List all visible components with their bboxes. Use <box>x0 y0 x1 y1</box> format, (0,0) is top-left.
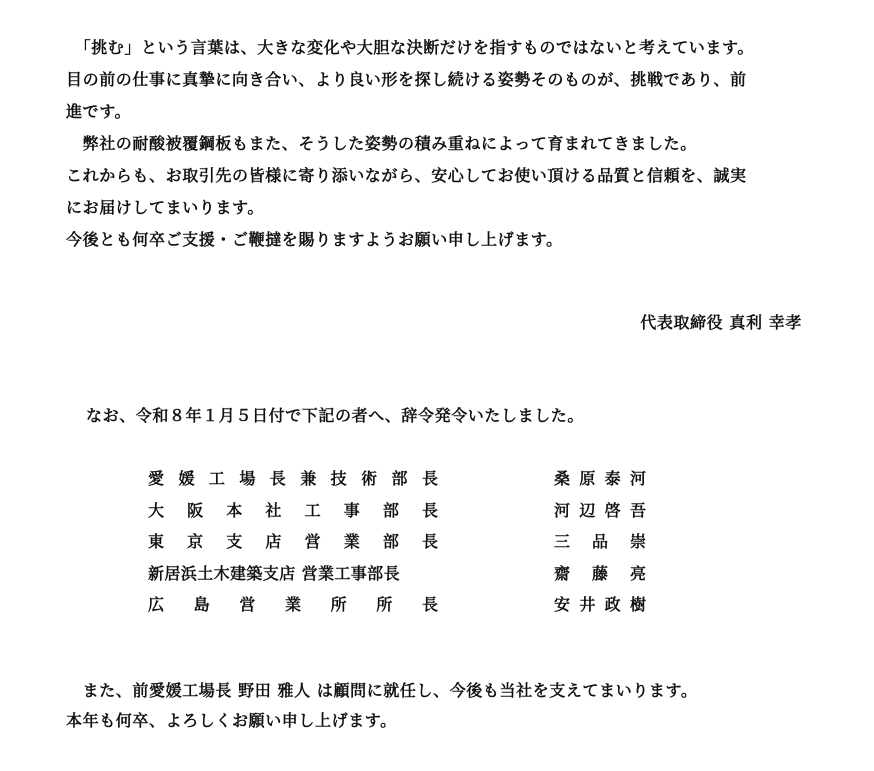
appointee-name: 齋 藤 亮 <box>554 563 646 583</box>
message-line: 目の前の仕事に真摯に向き合い、より良い形を探し続ける姿勢そのものが、挑戦であり、前 <box>66 70 747 89</box>
message-line: 弊社の耐酸被覆鋼板もまた、そうした姿勢の積み重ねによって育まれてきました。 <box>66 134 697 153</box>
greeting-message <box>66 32 826 256</box>
closing-line: また、前愛媛工場長 野田 雅人 は顧問に就任し、今後も当社を支えてまいります。 <box>66 681 698 700</box>
closing-message <box>66 676 697 736</box>
appointee-name: 三 品 崇 <box>554 532 646 551</box>
message-line: 進です。 <box>66 102 132 121</box>
message-line: 「挑む」という言葉は、大きな変化や大胆な決断だけを指すものではないと考えています。 <box>66 38 754 57</box>
appointment-notice: なお、令和８年１月５日付で下記の者へ、辞令発令いたしました。 <box>86 406 585 425</box>
appointment-title: 愛 媛 工 場 長 兼 技 術 部 長 <box>148 469 438 488</box>
signature: 代表取締役 真利 幸孝 <box>640 313 802 332</box>
message-line: にお届けしてまいります。 <box>66 198 264 217</box>
appointment-row <box>148 558 668 590</box>
message-line: 今後とも何卒ご支援・ご鞭撻を賜りますようお願い申し上げます。 <box>66 230 563 249</box>
appointment-title: 広 島 営 業 所 所 長 <box>148 595 438 614</box>
appointment-title: 新居浜土木建築支店 営業工事部長 <box>148 563 400 583</box>
appointee-name: 桑 原 泰 河 <box>554 469 646 488</box>
appointment-row <box>148 463 668 495</box>
appointment-row <box>148 589 668 621</box>
appointment-row <box>148 495 668 527</box>
appointment-title: 大 阪 本 社 工 事 部 長 <box>148 500 438 520</box>
appointee-name: 安 井 政 樹 <box>554 595 646 614</box>
message-line: これからも、お取引先の皆様に寄り添いながら、安心してお使い頂ける品質と信頼を、誠実 <box>66 166 747 185</box>
appointment-list <box>148 463 668 621</box>
closing-line: 本年も何卒、よろしくお願い申し上げます。 <box>66 711 397 730</box>
appointment-row <box>148 526 668 558</box>
appointee-name: 河 辺 啓 吾 <box>554 500 646 520</box>
appointment-title: 東 京 支 店 営 業 部 長 <box>148 532 438 551</box>
